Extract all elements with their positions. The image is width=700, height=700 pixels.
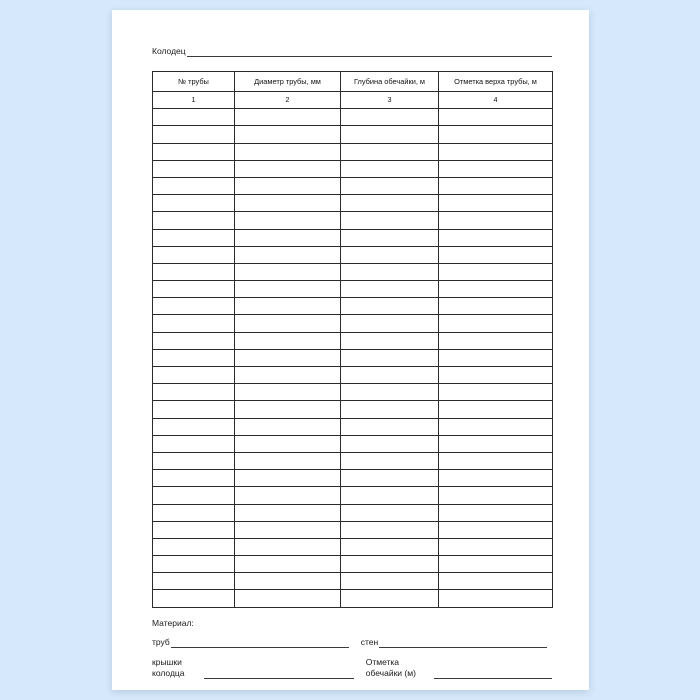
table-cell-empty[interactable] xyxy=(153,109,235,126)
table-row xyxy=(153,401,553,418)
table-cell-empty[interactable] xyxy=(235,246,341,263)
table-cell-empty[interactable] xyxy=(439,281,553,298)
material-cover-blank-line[interactable] xyxy=(204,669,354,679)
table-cell-empty[interactable] xyxy=(235,435,341,452)
table-cell-empty[interactable] xyxy=(439,556,553,573)
table-cell-empty[interactable] xyxy=(439,263,553,280)
table-cell-empty[interactable] xyxy=(235,298,341,315)
material-pipes-row xyxy=(152,637,552,648)
table-cell-empty[interactable] xyxy=(153,229,235,246)
well-field-blank-line[interactable] xyxy=(187,47,552,57)
table-cell-empty[interactable] xyxy=(235,504,341,521)
table-row xyxy=(153,556,553,573)
table-cell-empty[interactable] xyxy=(235,418,341,435)
table-row xyxy=(153,298,553,315)
table-cell-empty[interactable] xyxy=(341,452,439,469)
table-row xyxy=(153,229,553,246)
table-cell-empty[interactable] xyxy=(439,384,553,401)
table-cell-empty[interactable] xyxy=(439,177,553,194)
table-row xyxy=(153,418,553,435)
table-cell-empty[interactable] xyxy=(235,590,341,607)
table-cell-empty[interactable] xyxy=(235,160,341,177)
table-cell-empty[interactable] xyxy=(439,349,553,366)
pipe-table-head xyxy=(153,72,553,92)
pipe-table-body xyxy=(153,92,553,608)
table-cell-empty[interactable] xyxy=(439,229,553,246)
table-cell-empty[interactable] xyxy=(439,573,553,590)
column-index-2: 2 xyxy=(235,92,341,109)
table-cell-empty[interactable] xyxy=(341,229,439,246)
table-cell-empty[interactable] xyxy=(341,177,439,194)
table-cell-empty[interactable] xyxy=(439,246,553,263)
table-cell-empty[interactable] xyxy=(341,367,439,384)
table-row xyxy=(153,384,553,401)
table-cell-empty[interactable] xyxy=(153,298,235,315)
table-cell-empty[interactable] xyxy=(341,212,439,229)
table-cell-empty[interactable] xyxy=(153,452,235,469)
table-cell-empty[interactable] xyxy=(439,435,553,452)
table-cell-empty[interactable] xyxy=(153,315,235,332)
table-cell-empty[interactable] xyxy=(439,332,553,349)
table-cell-empty[interactable] xyxy=(153,384,235,401)
table-cell-empty[interactable] xyxy=(235,349,341,366)
table-cell-empty[interactable] xyxy=(153,143,235,160)
table-row xyxy=(153,521,553,538)
shell-mark-label: Отметка обечайки (м) xyxy=(365,656,416,678)
table-row xyxy=(153,263,553,280)
table-cell-empty[interactable] xyxy=(341,298,439,315)
table-cell-empty[interactable] xyxy=(341,590,439,607)
table-cell-empty[interactable] xyxy=(341,487,439,504)
table-cell-empty[interactable] xyxy=(439,143,553,160)
table-cell-empty[interactable] xyxy=(153,263,235,280)
material-cover-label: крышки колодца xyxy=(152,656,185,678)
table-cell-empty[interactable] xyxy=(153,246,235,263)
pipe-table xyxy=(152,71,553,608)
table-cell-empty[interactable] xyxy=(153,401,235,418)
table-cell-empty[interactable] xyxy=(153,212,235,229)
table-cell-empty[interactable] xyxy=(439,160,553,177)
table-row xyxy=(153,538,553,555)
table-cell-empty[interactable] xyxy=(235,452,341,469)
table-cell-empty[interactable] xyxy=(235,143,341,160)
shell-mark-blank-line[interactable] xyxy=(434,669,552,679)
table-cell-empty[interactable] xyxy=(153,538,235,555)
table-row xyxy=(153,573,553,590)
table-row xyxy=(153,143,553,160)
table-cell-empty[interactable] xyxy=(439,401,553,418)
table-row xyxy=(153,487,553,504)
table-cell-empty[interactable] xyxy=(235,332,341,349)
table-cell-empty[interactable] xyxy=(341,160,439,177)
table-cell-empty[interactable] xyxy=(153,367,235,384)
table-row-numbers xyxy=(153,92,553,109)
column-index-4: 4 xyxy=(439,92,553,109)
table-cell-empty[interactable] xyxy=(439,315,553,332)
table-cell-empty[interactable] xyxy=(235,538,341,555)
table-cell-empty[interactable] xyxy=(235,401,341,418)
table-cell-empty[interactable] xyxy=(235,229,341,246)
table-header-row xyxy=(153,72,553,92)
table-row xyxy=(153,452,553,469)
table-cell-empty[interactable] xyxy=(153,332,235,349)
table-cell-empty[interactable] xyxy=(439,538,553,555)
table-row xyxy=(153,470,553,487)
document-page xyxy=(112,10,589,690)
table-cell-empty[interactable] xyxy=(235,556,341,573)
table-cell-empty[interactable] xyxy=(439,452,553,469)
table-cell-empty[interactable] xyxy=(235,212,341,229)
table-cell-empty[interactable] xyxy=(439,367,553,384)
material-title: Материал: xyxy=(152,617,194,628)
table-cell-empty[interactable] xyxy=(341,143,439,160)
table-cell-empty[interactable] xyxy=(341,573,439,590)
column-index-1: 1 xyxy=(153,92,235,109)
column-index-3: 3 xyxy=(341,92,439,109)
column-header-shell-depth: Глубина обечайки, м xyxy=(341,72,439,92)
table-cell-empty[interactable] xyxy=(439,109,553,126)
table-row xyxy=(153,212,553,229)
footer-block xyxy=(152,618,552,679)
table-row xyxy=(153,332,553,349)
table-cell-empty[interactable] xyxy=(341,470,439,487)
table-row xyxy=(153,504,553,521)
table-cell-empty[interactable] xyxy=(439,487,553,504)
table-cell-empty[interactable] xyxy=(439,195,553,212)
material-walls-label: стен xyxy=(360,636,379,647)
table-cell-empty[interactable] xyxy=(439,590,553,607)
table-cell-empty[interactable] xyxy=(153,281,235,298)
table-cell-empty[interactable] xyxy=(235,367,341,384)
material-walls-blank-line[interactable] xyxy=(379,638,547,648)
document-content xyxy=(152,46,552,679)
table-cell-empty[interactable] xyxy=(341,195,439,212)
column-header-pipe-diameter: Диаметр трубы, мм xyxy=(235,72,341,92)
table-cell-empty[interactable] xyxy=(153,573,235,590)
column-header-pipe-number: № трубы xyxy=(153,72,235,92)
table-cell-empty[interactable] xyxy=(235,384,341,401)
table-cell-empty[interactable] xyxy=(235,573,341,590)
table-cell-empty[interactable] xyxy=(341,263,439,280)
table-cell-empty[interactable] xyxy=(153,435,235,452)
table-cell-empty[interactable] xyxy=(341,556,439,573)
table-cell-empty[interactable] xyxy=(153,160,235,177)
table-cell-empty[interactable] xyxy=(341,538,439,555)
table-row xyxy=(153,109,553,126)
table-cell-empty[interactable] xyxy=(153,418,235,435)
table-cell-empty[interactable] xyxy=(439,298,553,315)
table-cell-empty[interactable] xyxy=(235,487,341,504)
table-cell-empty[interactable] xyxy=(439,521,553,538)
table-cell-empty[interactable] xyxy=(439,470,553,487)
table-cell-empty[interactable] xyxy=(235,470,341,487)
table-cell-empty[interactable] xyxy=(341,109,439,126)
column-header-pipe-top-mark: Отметка верха трубы, м xyxy=(439,72,553,92)
table-row xyxy=(153,281,553,298)
table-cell-empty[interactable] xyxy=(153,590,235,607)
table-cell-empty[interactable] xyxy=(153,177,235,194)
table-cell-empty[interactable] xyxy=(235,281,341,298)
table-row xyxy=(153,160,553,177)
material-cover-row xyxy=(152,657,552,679)
material-pipes-label: труб xyxy=(152,636,170,647)
table-cell-empty[interactable] xyxy=(439,212,553,229)
table-row xyxy=(153,126,553,143)
table-cell-empty[interactable] xyxy=(153,470,235,487)
well-field-label: Колодец xyxy=(152,46,186,56)
table-cell-empty[interactable] xyxy=(153,487,235,504)
table-cell-empty[interactable] xyxy=(341,435,439,452)
table-row xyxy=(153,195,553,212)
table-cell-empty[interactable] xyxy=(341,384,439,401)
table-cell-empty[interactable] xyxy=(153,521,235,538)
table-cell-empty[interactable] xyxy=(341,521,439,538)
table-row xyxy=(153,246,553,263)
table-row xyxy=(153,367,553,384)
table-cell-empty[interactable] xyxy=(341,281,439,298)
table-row xyxy=(153,590,553,607)
table-row xyxy=(153,315,553,332)
table-row xyxy=(153,177,553,194)
table-cell-empty[interactable] xyxy=(235,195,341,212)
table-cell-empty[interactable] xyxy=(341,315,439,332)
table-cell-empty[interactable] xyxy=(439,504,553,521)
table-cell-empty[interactable] xyxy=(235,263,341,280)
table-cell-empty[interactable] xyxy=(341,401,439,418)
table-cell-empty[interactable] xyxy=(341,332,439,349)
table-cell-empty[interactable] xyxy=(235,126,341,143)
table-cell-empty[interactable] xyxy=(153,126,235,143)
table-cell-empty[interactable] xyxy=(341,126,439,143)
table-cell-empty[interactable] xyxy=(235,177,341,194)
table-cell-empty[interactable] xyxy=(153,504,235,521)
table-cell-empty[interactable] xyxy=(235,315,341,332)
table-row xyxy=(153,349,553,366)
table-cell-empty[interactable] xyxy=(341,418,439,435)
table-cell-empty[interactable] xyxy=(439,418,553,435)
table-cell-empty[interactable] xyxy=(235,109,341,126)
table-cell-empty[interactable] xyxy=(153,556,235,573)
well-field-row xyxy=(152,46,552,57)
material-pipes-blank-line[interactable] xyxy=(171,638,349,648)
table-cell-empty[interactable] xyxy=(153,195,235,212)
table-row xyxy=(153,435,553,452)
table-cell-empty[interactable] xyxy=(341,246,439,263)
table-cell-empty[interactable] xyxy=(439,126,553,143)
table-cell-empty[interactable] xyxy=(341,504,439,521)
table-cell-empty[interactable] xyxy=(341,349,439,366)
table-cell-empty[interactable] xyxy=(235,521,341,538)
table-cell-empty[interactable] xyxy=(153,349,235,366)
